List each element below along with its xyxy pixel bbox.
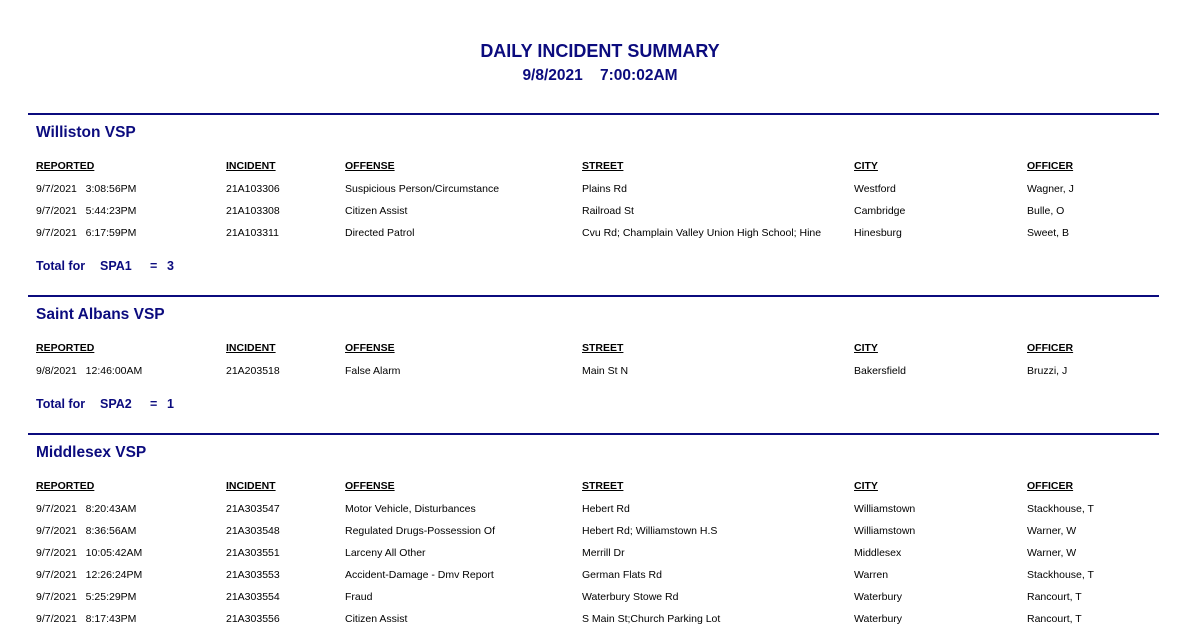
cell-incident: 21A303548 bbox=[226, 525, 280, 537]
table-row[interactable] bbox=[0, 547, 1200, 563]
cell-officer: Stackhouse, T bbox=[1027, 503, 1094, 515]
cell-street: Hebert Rd bbox=[582, 503, 630, 515]
total-code: SPA1 bbox=[100, 259, 132, 273]
section-divider bbox=[28, 113, 1159, 115]
cell-reported-date: 9/7/2021 bbox=[36, 503, 77, 515]
cell-reported bbox=[36, 227, 136, 239]
column-header-officer: OFFICER bbox=[1027, 160, 1074, 172]
cell-reported-date: 9/7/2021 bbox=[36, 613, 77, 625]
cell-reported-date: 9/7/2021 bbox=[36, 591, 77, 603]
table-header bbox=[0, 160, 1200, 176]
cell-reported bbox=[36, 591, 136, 603]
table-row[interactable] bbox=[0, 569, 1200, 585]
cell-reported-time: 12:46:00AM bbox=[85, 365, 143, 377]
column-header-offense: OFFENSE bbox=[345, 160, 395, 172]
column-header-officer: OFFICER bbox=[1027, 342, 1074, 354]
cell-city: Warren bbox=[854, 569, 889, 581]
cell-officer: Wagner, J bbox=[1027, 183, 1074, 195]
cell-city: Williamstown bbox=[854, 525, 916, 537]
cell-reported-date: 9/7/2021 bbox=[36, 183, 77, 195]
total-equals: = bbox=[150, 397, 158, 411]
table-row[interactable] bbox=[0, 365, 1200, 381]
cell-city: Hinesburg bbox=[854, 227, 902, 239]
table-row[interactable] bbox=[0, 183, 1200, 199]
total-count: 3 bbox=[167, 259, 174, 273]
section-title: Williston VSP bbox=[36, 124, 136, 141]
cell-reported-time: 5:44:23PM bbox=[85, 205, 137, 217]
column-header-city: CITY bbox=[854, 342, 878, 354]
table-row[interactable] bbox=[0, 591, 1200, 607]
cell-officer: Rancourt, T bbox=[1027, 613, 1082, 625]
cell-street: German Flats Rd bbox=[582, 569, 662, 581]
cell-incident: 21A303553 bbox=[226, 569, 280, 581]
total-count: 1 bbox=[167, 397, 174, 411]
cell-offense: Citizen Assist bbox=[345, 613, 408, 625]
table-row[interactable] bbox=[0, 613, 1200, 629]
cell-offense: False Alarm bbox=[345, 365, 401, 377]
cell-offense: Motor Vehicle, Disturbances bbox=[345, 503, 476, 515]
report-time: 7:00:02AM bbox=[600, 67, 678, 84]
cell-reported bbox=[36, 547, 142, 559]
column-header-city: CITY bbox=[854, 160, 878, 172]
cell-reported-date: 9/7/2021 bbox=[36, 205, 77, 217]
table-header bbox=[0, 480, 1200, 496]
cell-street: Hebert Rd; Williamstown H.S bbox=[582, 525, 718, 537]
cell-incident: 21A103311 bbox=[226, 227, 279, 239]
cell-city: Waterbury bbox=[854, 613, 903, 625]
cell-reported-time: 8:20:43AM bbox=[85, 503, 137, 515]
section-title: Middlesex VSP bbox=[36, 444, 147, 461]
cell-offense: Suspicious Person/Circumstance bbox=[345, 183, 500, 195]
cell-officer: Sweet, B bbox=[1027, 227, 1070, 239]
cell-reported bbox=[36, 569, 142, 581]
cell-reported-date: 9/7/2021 bbox=[36, 547, 77, 559]
column-header-officer: OFFICER bbox=[1027, 480, 1074, 492]
column-header-street: STREET bbox=[582, 480, 624, 492]
column-header-offense: OFFENSE bbox=[345, 480, 395, 492]
column-header-offense: OFFENSE bbox=[345, 342, 395, 354]
cell-reported-date: 9/7/2021 bbox=[36, 227, 77, 239]
cell-street: Merrill Dr bbox=[582, 547, 625, 559]
cell-reported bbox=[36, 183, 136, 195]
table-row[interactable] bbox=[0, 525, 1200, 541]
cell-officer: Stackhouse, T bbox=[1027, 569, 1094, 581]
cell-city: Waterbury bbox=[854, 591, 903, 603]
total-code: SPA2 bbox=[100, 397, 132, 411]
cell-offense: Larceny All Other bbox=[345, 547, 426, 559]
column-header-incident: INCIDENT bbox=[226, 160, 276, 172]
table-header bbox=[0, 342, 1200, 358]
cell-city: Cambridge bbox=[854, 205, 906, 217]
column-header-incident: INCIDENT bbox=[226, 480, 276, 492]
cell-incident: 21A203518 bbox=[226, 365, 280, 377]
cell-reported bbox=[36, 503, 136, 515]
cell-reported-date: 9/8/2021 bbox=[36, 365, 77, 377]
cell-street: Plains Rd bbox=[582, 183, 627, 195]
report-title: DAILY INCIDENT SUMMARY bbox=[480, 41, 720, 61]
total-label: Total for bbox=[36, 259, 86, 273]
cell-incident: 21A303547 bbox=[226, 503, 280, 515]
report-datetime bbox=[0, 67, 1200, 85]
section-divider bbox=[28, 295, 1159, 297]
cell-offense: Fraud bbox=[345, 591, 373, 603]
column-header-street: STREET bbox=[582, 160, 624, 172]
cell-officer: Warner, W bbox=[1027, 525, 1077, 537]
cell-city: Middlesex bbox=[854, 547, 902, 559]
total-equals: = bbox=[150, 259, 158, 273]
column-header-reported: REPORTED bbox=[36, 342, 95, 354]
cell-reported-time: 6:17:59PM bbox=[85, 227, 137, 239]
cell-reported-date: 9/7/2021 bbox=[36, 525, 77, 537]
cell-reported bbox=[36, 205, 136, 217]
cell-reported-time: 10:05:42AM bbox=[85, 547, 143, 559]
cell-incident: 21A103306 bbox=[226, 183, 280, 195]
cell-street: Railroad St bbox=[582, 205, 634, 217]
cell-officer: Warner, W bbox=[1027, 547, 1077, 559]
cell-reported-date: 9/7/2021 bbox=[36, 569, 77, 581]
cell-reported-time: 8:17:43PM bbox=[85, 613, 137, 625]
cell-officer: Bruzzi, J bbox=[1027, 365, 1068, 377]
cell-incident: 21A303556 bbox=[226, 613, 280, 625]
cell-city: Williamstown bbox=[854, 503, 916, 515]
section-total bbox=[36, 397, 336, 413]
table-row[interactable] bbox=[0, 503, 1200, 519]
cell-street: S Main St;Church Parking Lot bbox=[582, 613, 721, 625]
table-row[interactable] bbox=[0, 205, 1200, 221]
cell-reported bbox=[36, 525, 136, 537]
cell-incident: 21A303554 bbox=[226, 591, 280, 603]
column-header-reported: REPORTED bbox=[36, 160, 95, 172]
cell-officer: Bulle, O bbox=[1027, 205, 1065, 217]
cell-reported-time: 3:08:56PM bbox=[85, 183, 137, 195]
cell-incident: 21A303551 bbox=[226, 547, 280, 559]
column-header-street: STREET bbox=[582, 342, 624, 354]
cell-offense: Accident-Damage - Dmv Report bbox=[345, 569, 494, 581]
cell-reported bbox=[36, 365, 142, 377]
section-divider bbox=[28, 433, 1159, 435]
section-title: Saint Albans VSP bbox=[36, 306, 165, 323]
cell-incident: 21A103308 bbox=[226, 205, 280, 217]
cell-street: Waterbury Stowe Rd bbox=[582, 591, 679, 603]
column-header-incident: INCIDENT bbox=[226, 342, 276, 354]
cell-street: Cvu Rd; Champlain Valley Union High School; Hine bbox=[582, 227, 822, 239]
cell-reported-time: 8:36:56AM bbox=[85, 525, 137, 537]
cell-offense: Regulated Drugs-Possession Of bbox=[345, 525, 495, 537]
cell-offense: Directed Patrol bbox=[345, 227, 415, 239]
cell-city: Westford bbox=[854, 183, 896, 195]
cell-reported bbox=[36, 613, 136, 625]
cell-city: Bakersfield bbox=[854, 365, 906, 377]
report-date: 9/8/2021 bbox=[522, 67, 583, 84]
cell-officer: Rancourt, T bbox=[1027, 591, 1082, 603]
section-total bbox=[36, 259, 336, 275]
cell-reported-time: 12:26:24PM bbox=[85, 569, 143, 581]
column-header-city: CITY bbox=[854, 480, 878, 492]
cell-street: Main St N bbox=[582, 365, 629, 377]
table-row[interactable] bbox=[0, 227, 1200, 243]
cell-offense: Citizen Assist bbox=[345, 205, 408, 217]
total-label: Total for bbox=[36, 397, 86, 411]
column-header-reported: REPORTED bbox=[36, 480, 95, 492]
cell-reported-time: 5:25:29PM bbox=[85, 591, 137, 603]
